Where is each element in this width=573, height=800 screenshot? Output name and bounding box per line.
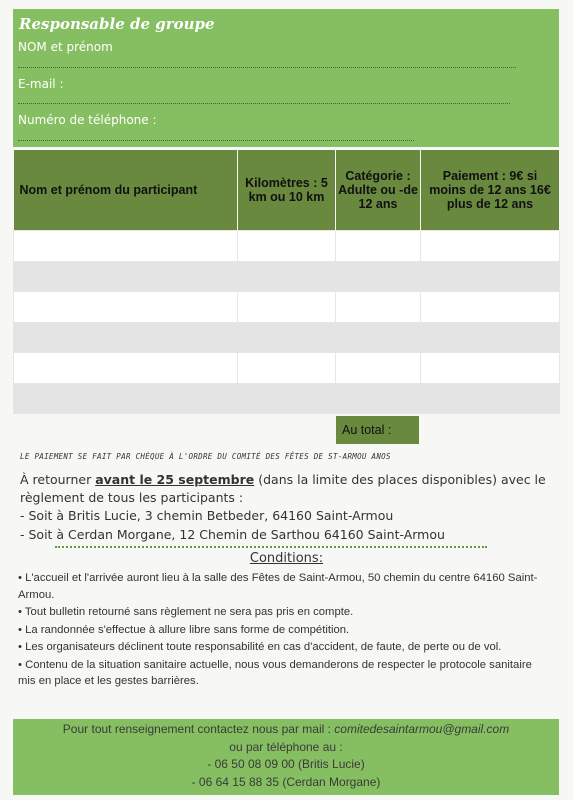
contact-line-1	[13, 722, 559, 736]
phone-label: Numéro de téléphone :	[18, 113, 157, 127]
address-2: - Soit à Cerdan Morgane, 12 Chemin de Sarthou 64160 Saint-Armou	[20, 527, 445, 542]
payment-cell[interactable]	[421, 231, 560, 262]
category-cell[interactable]	[336, 353, 421, 384]
category-cell[interactable]	[336, 261, 421, 292]
return-prefix: À retourner	[20, 472, 96, 487]
table-row	[14, 261, 560, 292]
header-kilometres: Kilomètres : 5 km ou 10 km	[238, 150, 336, 231]
participants-table	[13, 150, 560, 414]
total-label: Au total :	[336, 416, 419, 444]
table-row	[14, 322, 560, 353]
return-deadline: avant le 25 septembre	[95, 472, 255, 487]
category-cell[interactable]	[336, 383, 421, 414]
km-cell[interactable]	[238, 231, 336, 262]
contact-section	[13, 719, 559, 795]
table-row	[14, 383, 560, 414]
header-category: Catégorie : Adulte ou -de 12 ans	[336, 150, 421, 231]
km-cell[interactable]	[238, 322, 336, 353]
email-label: E-mail :	[18, 77, 64, 91]
contact-phone-1: - 06 50 08 09 00 (Britis Lucie)	[207, 757, 365, 771]
condition-item: • Les organisateurs déclinent toute responsabilité en cas d'accident, de faute, de perte ou de vol.	[18, 641, 502, 653]
conditions-title: Conditions:	[249, 551, 324, 566]
contact-intro: Pour tout renseignement contactez nous par mail :	[62, 722, 335, 736]
name-cell[interactable]	[14, 231, 238, 262]
km-cell[interactable]	[238, 292, 336, 323]
payment-cell[interactable]	[421, 383, 560, 414]
dotted-separator	[55, 546, 487, 548]
contact-phone-2: - 06 64 15 88 35 (Cerdan Morgane)	[191, 775, 381, 789]
category-cell[interactable]	[336, 231, 421, 262]
payment-cell[interactable]	[421, 353, 560, 384]
return-suffix: (dans la limite des places disponibles) avec le règlement de tous les participants :	[20, 472, 546, 505]
responsable-title: Responsable de groupe	[19, 15, 215, 33]
address-1: - Soit à Britis Lucie, 3 chemin Betbeder, 64160 Saint-Armou	[20, 508, 394, 523]
table-row	[14, 292, 560, 323]
header-participant-name: Nom et prénom du participant	[14, 150, 238, 231]
responsable-section	[13, 9, 559, 147]
payment-cell[interactable]	[421, 292, 560, 323]
condition-item: • La randonnée s'effectue à allure libre sans forme de compétition.	[18, 623, 350, 636]
table-row	[14, 353, 560, 384]
payment-note: LE PAIEMENT SE FAIT PAR CHÈQUE À L'ORDRE DU COMITÉ DES FÊTES DE ST-ARMOU ANOS	[20, 452, 391, 461]
km-cell[interactable]	[238, 383, 336, 414]
table-row	[14, 231, 560, 262]
header-payment: Paiement : 9€ si moins de 12 ans 16€ plus de 12 ans	[421, 150, 560, 231]
condition-item: • Contenu de la situation sanitaire actuelle, nous vous demanderons de respecter le protocole sanitaire mis en place et les gestes barrières.	[18, 658, 532, 687]
name-field[interactable]	[18, 67, 516, 68]
name-cell[interactable]	[14, 292, 238, 323]
contact-line-2: ou par téléphone au :	[229, 740, 343, 754]
name-cell[interactable]	[14, 353, 238, 384]
phone-field[interactable]	[18, 140, 414, 141]
name-label: NOM et prénom	[18, 40, 113, 54]
email-field[interactable]	[18, 103, 510, 104]
name-cell[interactable]	[14, 322, 238, 353]
condition-item: • L'accueil et l'arrivée auront lieu à la salle des Fêtes de Saint-Armou, 50 chemin du centre 64160 Saint-Armou.	[18, 572, 538, 601]
category-cell[interactable]	[336, 322, 421, 353]
name-cell[interactable]	[14, 383, 238, 414]
km-cell[interactable]	[238, 261, 336, 292]
payment-cell[interactable]	[421, 322, 560, 353]
name-cell[interactable]	[14, 261, 238, 292]
return-instructions	[20, 471, 550, 507]
condition-item: • Tout bulletin retourné sans règlement ne sera pas pris en compte.	[18, 606, 354, 618]
km-cell[interactable]	[238, 353, 336, 384]
payment-cell[interactable]	[421, 261, 560, 292]
conditions-list	[18, 570, 548, 691]
category-cell[interactable]	[336, 292, 421, 323]
contact-email-link[interactable]: comitedesaintarmou@gmail.com	[334, 722, 510, 736]
